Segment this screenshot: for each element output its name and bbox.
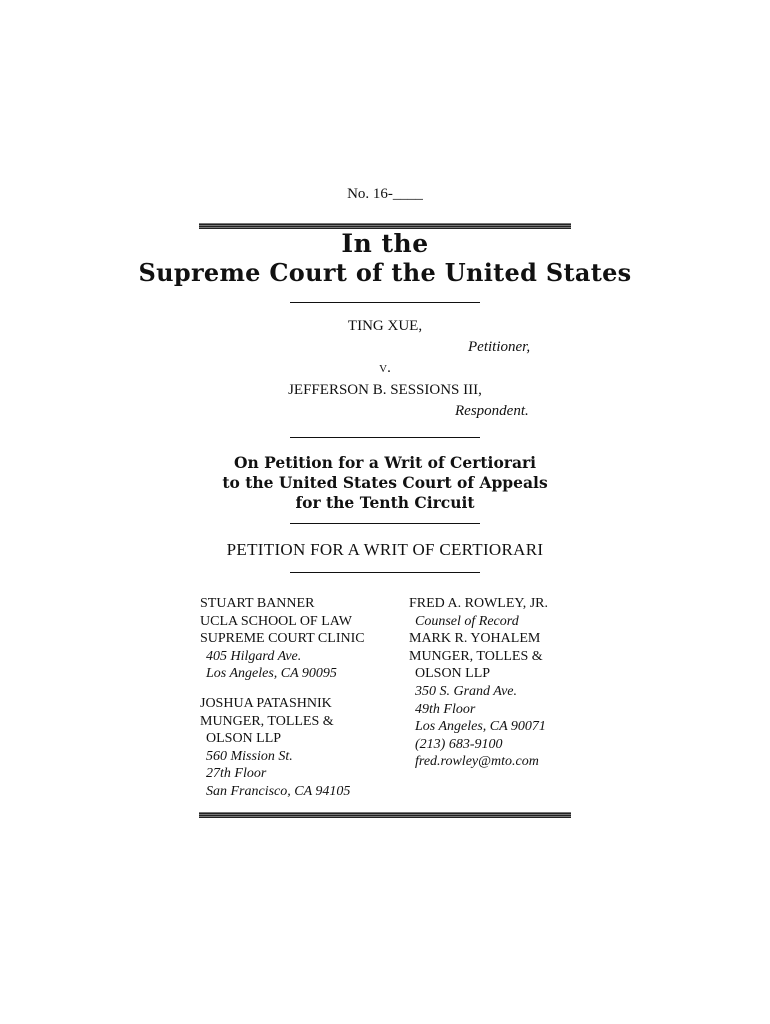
docket-number: No. 16-____ — [347, 186, 423, 202]
bottom-double-rule — [199, 812, 571, 818]
attorney-name: FRED A. ROWLEY, JR. — [409, 596, 548, 611]
attorney-address: San Francisco, CA 94105 — [206, 783, 351, 799]
divider-rule — [290, 523, 480, 524]
attorney-name: JOSHUA PATASHNIK — [200, 695, 332, 711]
court-heading-line2: Supreme Court of the United States — [138, 258, 632, 287]
divider-rule — [290, 302, 480, 303]
attorney-address: 350 S. Grand Ave. — [415, 683, 518, 699]
versus-label: v. — [379, 360, 391, 376]
attorney-firm: OLSON LLP — [415, 666, 491, 682]
petition-description-line: to the United States Court of Appeals — [222, 473, 548, 492]
petitioner-name: TING XUE, — [347, 318, 423, 334]
petitioner-role: Petitioner, — [468, 339, 531, 355]
counsel-block-right — [409, 595, 548, 771]
attorney-firm: MUNGER, TOLLES & — [409, 648, 543, 664]
counsel-of-record-label: Counsel of Record — [415, 613, 519, 629]
attorney-address: 49th Floor — [415, 701, 476, 717]
petition-description-line: for the Tenth Circuit — [295, 493, 475, 512]
attorney-name: MARK R. YOHALEM — [409, 631, 541, 647]
attorney-address: 27th Floor — [206, 766, 267, 782]
attorney-organization: SUPREME COURT CLINIC — [200, 631, 365, 647]
attorney-name: STUART BANNER — [200, 596, 315, 611]
attorney-address: Los Angeles, CA 90095 — [206, 666, 337, 682]
attorney-firm: MUNGER, TOLLES & — [200, 713, 334, 729]
counsel-block-left — [200, 595, 365, 801]
court-heading-line1: In the — [341, 229, 429, 258]
attorney-firm: OLSON LLP — [206, 731, 282, 747]
document-title: PETITION FOR A WRIT OF CERTIORARI — [226, 540, 544, 559]
attorney-organization: UCLA SCHOOL OF LAW — [200, 613, 352, 629]
respondent-name: JEFFERSON B. SESSIONS III, — [288, 382, 482, 398]
respondent-role: Respondent. — [455, 403, 529, 419]
divider-rule — [290, 572, 480, 573]
attorney-phone: (213) 683-9100 — [415, 736, 503, 752]
divider-rule — [290, 437, 480, 438]
attorney-email: fred.rowley@mto.com — [415, 754, 539, 770]
attorney-address: 560 Mission St. — [206, 748, 293, 764]
attorney-address: Los Angeles, CA 90071 — [415, 719, 546, 735]
petition-description-line: On Petition for a Writ of Certiorari — [233, 453, 537, 472]
attorney-address: 405 Hilgard Ave. — [206, 648, 302, 664]
